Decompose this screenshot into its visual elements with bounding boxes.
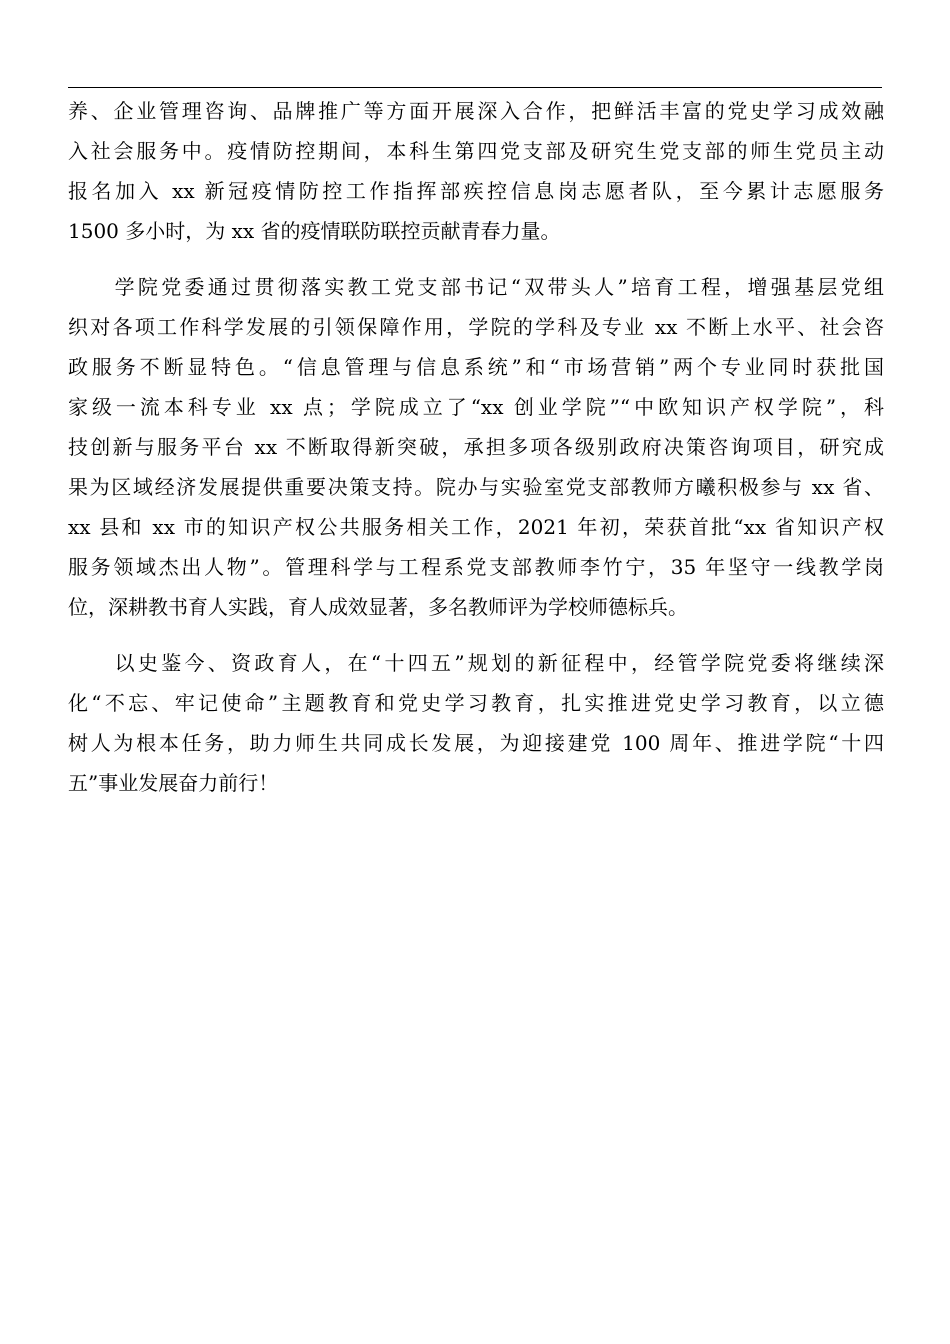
text-line: 入社会服务中。疫情防控期间，本科生第四党支部及研究生党支部的师生党员主动: [68, 139, 884, 163]
text-line: 以史鉴今、资政育人，在“十四五”规划的新征程中，经管学院党委将继续深: [68, 651, 884, 675]
text-line: 树人为根本任务，助力师生共同成长发展，为迎接建党 100 周年、推进学院“十四: [68, 731, 884, 755]
text-line: xx 县和 xx 市的知识产权公共服务相关工作，2021 年初，荣获首批“xx 省知识产权: [68, 515, 884, 539]
paragraph-3: [68, 643, 884, 803]
text-line: 果为区域经济发展提供重要决策支持。院办与实验室党支部教师方曦积极参与 xx 省、: [68, 475, 884, 499]
text-line: 家级一流本科专业 xx 点；学院成立了“xx 创业学院”“中欧知识产权学院”，科: [68, 395, 884, 419]
text-line: 技创新与服务平台 xx 不断取得新突破，承担多项各级别政府决策咨询项目，研究成: [68, 435, 884, 459]
header-rule: [68, 87, 882, 88]
paragraph-2: [68, 267, 884, 627]
text-line: 1500 多小时，为 xx 省的疫情联防联控贡献青春力量。: [68, 219, 561, 243]
text-line: 位，深耕教书育人实践，育人成效显著，多名教师评为学校师德标兵。: [68, 595, 688, 619]
text-line: 政服务不断显特色。“信息管理与信息系统”和“市场营销”两个专业同时获批国: [68, 355, 884, 379]
paragraph-1: [68, 91, 884, 251]
text-line: 化“不忘、牢记使命”主题教育和党史学习教育，扎实推进党史学习教育，以立德: [68, 691, 884, 715]
text-line: 养、企业管理咨询、品牌推广等方面开展深入合作，把鲜活丰富的党史学习成效融: [68, 99, 884, 123]
text-line: 五”事业发展奋力前行！: [68, 771, 279, 795]
text-line: 学院党委通过贯彻落实教工党支部书记“双带头人”培育工程，增强基层党组: [68, 275, 884, 299]
document-body: [68, 91, 884, 819]
text-line: 服务领域杰出人物”。管理科学与工程系党支部教师李竹宁，35 年坚守一线教学岗: [68, 555, 884, 579]
text-line: 织对各项工作科学发展的引领保障作用，学院的学科及专业 xx 不断上水平、社会咨: [68, 315, 884, 339]
text-line: 报名加入 xx 新冠疫情防控工作指挥部疾控信息岗志愿者队，至今累计志愿服务: [68, 179, 884, 203]
